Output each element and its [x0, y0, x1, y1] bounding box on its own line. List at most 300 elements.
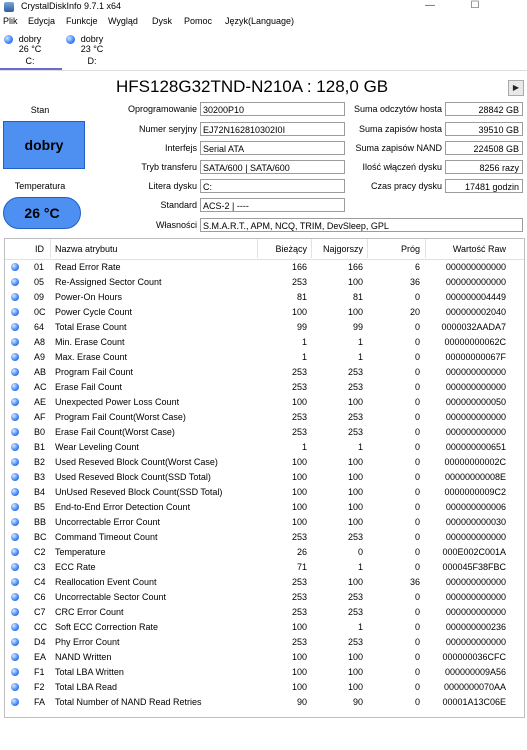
maximize-button[interactable]: ☐ — [470, 0, 480, 11]
cell-id: C4 — [34, 577, 46, 587]
cell-threshold: 0 — [414, 667, 420, 677]
drive-tab-c[interactable] — [4, 32, 56, 68]
cell-name: Program Fail Count(Worst Case) — [55, 412, 186, 422]
transfer-label: Tryb transferu — [141, 162, 197, 172]
cell-worst: 100 — [347, 457, 363, 467]
cell-raw: 000000000000 — [445, 607, 506, 617]
cell-worst: 99 — [352, 322, 363, 332]
cell-threshold: 0 — [414, 442, 420, 452]
drive-selector-bar — [0, 30, 527, 71]
cell-name: NAND Written — [55, 652, 112, 662]
cell-threshold: 0 — [414, 532, 420, 542]
cell-raw: 000000036CFC — [442, 652, 506, 662]
cell-name: Soft ECC Correction Rate — [55, 622, 159, 632]
status-dot-icon — [11, 263, 19, 271]
cell-threshold: 0 — [414, 547, 420, 557]
cell-id: AE — [34, 397, 47, 407]
status-dot-icon — [11, 593, 19, 601]
cell-raw: 00000000008E — [444, 472, 506, 482]
table-row[interactable] — [5, 290, 524, 305]
cell-worst: 0 — [357, 547, 363, 557]
app-icon — [4, 2, 14, 12]
status-dot-icon — [11, 293, 19, 301]
drive-letter: D: — [87, 56, 97, 66]
status-dot-icon — [11, 653, 19, 661]
cell-raw: 000000000000 — [445, 427, 506, 437]
cell-id: A8 — [34, 337, 46, 347]
cell-id: A9 — [34, 352, 46, 362]
cell-worst: 1 — [357, 337, 363, 347]
cell-worst: 100 — [347, 472, 363, 482]
status-dot-icon — [11, 473, 19, 481]
cell-id: B5 — [34, 502, 46, 512]
cell-current: 100 — [291, 667, 307, 677]
column-separator — [425, 239, 426, 258]
header-name[interactable]: Nazwa atrybutu — [55, 244, 118, 254]
status-dot-icon — [11, 698, 19, 706]
cell-threshold: 0 — [414, 457, 420, 467]
cell-threshold: 20 — [409, 307, 420, 317]
cell-threshold: 0 — [414, 322, 420, 332]
cell-name: Program Fail Count — [55, 367, 134, 377]
cell-raw: 00000000002C — [444, 457, 506, 467]
cell-raw: 00000000062C — [444, 337, 506, 347]
cell-worst: 253 — [347, 412, 363, 422]
cell-name: Erase Fail Count — [55, 382, 123, 392]
table-row[interactable] — [5, 575, 524, 590]
cell-id: D4 — [34, 637, 46, 647]
cell-id: 09 — [34, 292, 45, 302]
nand-writes-label: Suma zapisów NAND — [355, 143, 442, 153]
cell-name: Erase Fail Count(Worst Case) — [55, 427, 175, 437]
cell-raw: 000000000000 — [445, 637, 506, 647]
table-row[interactable] — [5, 485, 524, 500]
cell-current: 253 — [291, 637, 307, 647]
cell-current: 253 — [291, 532, 307, 542]
cell-id: BB — [34, 517, 47, 527]
cell-worst: 100 — [347, 682, 363, 692]
cell-threshold: 0 — [414, 682, 420, 692]
table-row[interactable] — [5, 515, 524, 530]
interface-value: Serial ATA — [200, 141, 345, 155]
cell-worst: 100 — [347, 487, 363, 497]
title-bar — [0, 0, 527, 14]
cell-threshold: 36 — [409, 277, 420, 287]
cell-name: CRC Error Count — [55, 607, 124, 617]
column-separator — [50, 239, 51, 258]
status-dot-icon — [11, 518, 19, 526]
table-row[interactable] — [5, 395, 524, 410]
cell-name: Reallocation Event Count — [55, 577, 157, 587]
cell-id: C6 — [34, 592, 46, 602]
status-label: Stan — [30, 105, 50, 115]
power-hours-value: 17481 godzin — [445, 179, 523, 193]
features-label: Własności — [155, 220, 197, 230]
status-dot-icon — [11, 323, 19, 331]
drive-letter: C: — [25, 56, 35, 66]
cell-current: 99 — [296, 322, 307, 332]
cell-raw: 000000000651 — [445, 442, 506, 452]
table-row[interactable] — [5, 455, 524, 470]
status-dot-icon — [11, 503, 19, 511]
cell-threshold: 0 — [414, 697, 420, 707]
smart-attributes-table[interactable] — [4, 238, 525, 718]
cell-name: Power Cycle Count — [55, 307, 133, 317]
standard-value: ACS-2 | ---- — [200, 198, 345, 212]
cell-id: B4 — [34, 487, 46, 497]
cell-threshold: 0 — [414, 637, 420, 647]
table-row[interactable] — [5, 665, 524, 680]
status-dot-icon — [11, 443, 19, 451]
cell-threshold: 0 — [414, 352, 420, 362]
cell-worst: 1 — [357, 442, 363, 452]
table-row[interactable] — [5, 545, 524, 560]
cell-name: End-to-End Error Detection Count — [55, 502, 191, 512]
cell-threshold: 0 — [414, 622, 420, 632]
cell-id: AB — [34, 367, 47, 377]
cell-worst: 81 — [352, 292, 363, 302]
cell-name: Used Reseved Block Count(SSD Total) — [55, 472, 211, 482]
table-row[interactable] — [5, 410, 524, 425]
table-row[interactable] — [5, 425, 524, 440]
cell-raw: 000000009A56 — [444, 667, 506, 677]
cell-id: C7 — [34, 607, 46, 617]
cell-name: ECC Rate — [55, 562, 96, 572]
column-separator — [257, 239, 258, 258]
cell-id: B3 — [34, 472, 46, 482]
status-dot-icon — [11, 548, 19, 556]
cell-raw: 000000000000 — [445, 367, 506, 377]
temperature-label: Temperatura — [14, 181, 66, 191]
cell-current: 90 — [296, 697, 307, 707]
cell-threshold: 0 — [414, 592, 420, 602]
status-dot-icon — [11, 338, 19, 346]
cell-worst: 100 — [347, 307, 363, 317]
status-dot-icon — [11, 278, 19, 286]
menu-language[interactable]: Język(Language) — [225, 16, 295, 26]
cell-threshold: 0 — [414, 397, 420, 407]
transfer-value: SATA/600 | SATA/600 — [200, 160, 345, 174]
power-hours-label: Czas pracy dysku — [370, 181, 442, 191]
table-row[interactable] — [5, 650, 524, 665]
menu-funkcje[interactable]: Funkcje — [66, 16, 98, 26]
cell-current: 100 — [291, 622, 307, 632]
letter-label: Litera dysku — [148, 181, 197, 191]
table-row[interactable] — [5, 305, 524, 320]
menu-plik[interactable]: Plik — [3, 16, 18, 26]
status-dot-icon — [11, 308, 19, 316]
cell-worst: 1 — [357, 352, 363, 362]
selected-drive-underline — [0, 68, 62, 70]
cell-threshold: 6 — [414, 262, 420, 272]
cell-current: 71 — [296, 562, 307, 572]
cell-current: 81 — [296, 292, 307, 302]
cell-current: 253 — [291, 577, 307, 587]
cell-current: 1 — [301, 337, 307, 347]
table-row[interactable] — [5, 620, 524, 635]
cell-current: 100 — [291, 682, 307, 692]
cell-raw: 000000004449 — [445, 292, 506, 302]
cell-raw: 000000000050 — [445, 397, 506, 407]
cell-name: Min. Erase Count — [55, 337, 125, 347]
power-count-value: 8256 razy — [445, 160, 523, 174]
cell-name: Unexpected Power Loss Count — [55, 397, 180, 407]
cell-id: B0 — [34, 427, 46, 437]
status-dot-icon — [11, 578, 19, 586]
cell-threshold: 36 — [409, 577, 420, 587]
cell-raw: 000000000000 — [445, 412, 506, 422]
cell-id: AC — [34, 382, 47, 392]
status-dot-icon — [11, 668, 19, 676]
features-value: S.M.A.R.T., APM, NCQ, TRIM, DevSleep, GPL — [200, 218, 523, 232]
header-raw[interactable]: Wartość Raw — [452, 244, 506, 254]
firmware-value: 30200P10 — [200, 102, 345, 116]
drive-temp: 26 °C — [18, 44, 42, 54]
cell-id: 05 — [34, 277, 45, 287]
cell-current: 253 — [291, 427, 307, 437]
table-header — [5, 239, 524, 260]
status-dot-icon — [11, 428, 19, 436]
cell-threshold: 0 — [414, 292, 420, 302]
status-dot-icon — [11, 638, 19, 646]
table-row[interactable] — [5, 275, 524, 290]
cell-threshold: 0 — [414, 517, 420, 527]
menu-dysk[interactable]: Dysk — [152, 16, 172, 26]
cell-threshold: 0 — [414, 427, 420, 437]
cell-current: 26 — [296, 547, 307, 557]
cell-current: 100 — [291, 472, 307, 482]
status-strip — [0, 718, 527, 750]
cell-threshold: 0 — [414, 367, 420, 377]
status-dot-icon — [11, 353, 19, 361]
cell-threshold: 0 — [414, 502, 420, 512]
status-dot-icon — [11, 623, 19, 631]
cell-threshold: 0 — [414, 382, 420, 392]
cell-raw: 0000000009C2 — [444, 487, 506, 497]
cell-current: 100 — [291, 502, 307, 512]
host-writes-value: 39510 GB — [445, 122, 523, 136]
cell-worst: 166 — [347, 262, 363, 272]
cell-name: UnUsed Reseved Block Count(SSD Total) — [55, 487, 223, 497]
cell-raw: 000000002040 — [445, 307, 506, 317]
table-row[interactable] — [5, 470, 524, 485]
cell-current: 1 — [301, 352, 307, 362]
cell-current: 100 — [291, 397, 307, 407]
cell-id: AF — [34, 412, 46, 422]
cell-threshold: 0 — [414, 607, 420, 617]
cell-raw: 000000000000 — [445, 277, 506, 287]
cell-threshold: 0 — [414, 562, 420, 572]
next-disk-button[interactable]: ▶ — [508, 80, 524, 96]
health-status-badge[interactable]: dobry — [3, 121, 85, 169]
cell-raw: 000000000000 — [445, 577, 506, 587]
status-dot-icon — [11, 533, 19, 541]
cell-threshold: 0 — [414, 652, 420, 662]
cell-name: Total Erase Count — [55, 322, 127, 332]
serial-value: EJ72N162810302I0I — [200, 122, 345, 136]
status-dot-icon — [11, 398, 19, 406]
cell-worst: 1 — [357, 622, 363, 632]
cell-id: B2 — [34, 457, 46, 467]
column-separator — [311, 239, 312, 258]
host-writes-label: Suma zapisów hosta — [358, 124, 442, 134]
table-row[interactable] — [5, 320, 524, 335]
menu-edycja[interactable]: Edycja — [28, 16, 56, 26]
cell-name: Power-On Hours — [55, 292, 123, 302]
column-separator — [367, 239, 368, 258]
cell-id: B1 — [34, 442, 46, 452]
cell-current: 100 — [291, 307, 307, 317]
cell-name: Temperature — [55, 547, 106, 557]
cell-worst: 100 — [347, 667, 363, 677]
cell-name: Max. Erase Count — [55, 352, 128, 362]
table-row[interactable] — [5, 680, 524, 695]
nand-writes-value: 224508 GB — [445, 141, 523, 155]
cell-current: 253 — [291, 277, 307, 287]
table-row[interactable] — [5, 335, 524, 350]
cell-name: Wear Leveling Count — [55, 442, 139, 452]
status-dot-icon — [11, 608, 19, 616]
cell-current: 253 — [291, 607, 307, 617]
header-threshold[interactable]: Próg — [400, 244, 420, 254]
cell-worst: 100 — [347, 397, 363, 407]
cell-id: 64 — [34, 322, 45, 332]
cell-raw: 0000000070AA — [443, 682, 506, 692]
cell-worst: 253 — [347, 532, 363, 542]
drive-status: dobry — [18, 34, 42, 44]
status-dot-icon — [11, 488, 19, 496]
table-row[interactable] — [5, 695, 524, 710]
table-row[interactable] — [5, 590, 524, 605]
cell-threshold: 0 — [414, 337, 420, 347]
cell-worst: 1 — [357, 562, 363, 572]
disk-model-title: HFS128G32TND-N210A : 128,0 GB — [116, 77, 389, 96]
status-dot-icon — [11, 458, 19, 466]
cell-worst: 100 — [347, 517, 363, 527]
cell-raw: 0000032AADA7 — [441, 322, 506, 332]
cell-current: 253 — [291, 412, 307, 422]
cell-raw: 000E002C001A — [442, 547, 506, 557]
drive-tab-d[interactable] — [66, 32, 118, 68]
cell-raw: 000000000030 — [445, 517, 506, 527]
standard-label: Standard — [160, 200, 197, 210]
table-row[interactable] — [5, 350, 524, 365]
header-current[interactable]: Bieżący — [275, 244, 307, 254]
table-row[interactable] — [5, 365, 524, 380]
cell-id: FA — [34, 697, 46, 707]
table-row[interactable] — [5, 380, 524, 395]
header-id[interactable]: ID — [35, 244, 44, 254]
temperature-badge[interactable]: 26 °C — [3, 197, 81, 229]
cell-worst: 253 — [347, 427, 363, 437]
window-title: CrystalDiskInfo 9.7.1 x64 — [21, 1, 122, 11]
cell-raw: 000000000236 — [445, 622, 506, 632]
cell-name: Re-Assigned Sector Count — [55, 277, 162, 287]
status-dot-icon — [11, 563, 19, 571]
cell-threshold: 0 — [414, 472, 420, 482]
cell-id: CC — [34, 622, 47, 632]
cell-worst: 90 — [352, 697, 363, 707]
status-dot-icon — [11, 368, 19, 376]
firmware-label: Oprogramowanie — [127, 104, 197, 114]
table-row[interactable] — [5, 605, 524, 620]
table-row[interactable] — [5, 560, 524, 575]
menu-pomoc[interactable]: Pomoc — [184, 16, 213, 26]
cell-current: 100 — [291, 652, 307, 662]
status-dot-icon — [11, 383, 19, 391]
cell-worst: 100 — [347, 277, 363, 287]
cell-raw: 000000000000 — [445, 592, 506, 602]
cell-worst: 253 — [347, 367, 363, 377]
minimize-button[interactable]: — — [425, 0, 435, 11]
header-worst[interactable]: Najgorszy — [322, 244, 363, 254]
cell-id: EA — [34, 652, 47, 662]
cell-raw: 000000000000 — [445, 532, 506, 542]
menu-wyglad[interactable]: Wygląd — [108, 16, 138, 26]
cell-name: Total LBA Written — [55, 667, 124, 677]
cell-worst: 253 — [347, 592, 363, 602]
cell-worst: 253 — [347, 382, 363, 392]
status-dot-icon — [11, 683, 19, 691]
cell-id: BC — [34, 532, 47, 542]
table-row[interactable] — [5, 635, 524, 650]
cell-name: Uncorrectable Sector Count — [55, 592, 167, 602]
cell-name: Phy Error Count — [55, 637, 120, 647]
table-row[interactable] — [5, 530, 524, 545]
drive-temp: 23 °C — [80, 44, 104, 54]
cell-id: 01 — [34, 262, 45, 272]
cell-id: C3 — [34, 562, 46, 572]
cell-worst: 100 — [347, 502, 363, 512]
cell-id: F1 — [34, 667, 45, 677]
cell-name: Total Number of NAND Read Retries — [55, 697, 202, 707]
host-reads-value: 28842 GB — [445, 102, 523, 116]
cell-worst: 100 — [347, 577, 363, 587]
cell-current: 253 — [291, 382, 307, 392]
cell-threshold: 0 — [414, 412, 420, 422]
cell-current: 1 — [301, 442, 307, 452]
drive-status: dobry — [80, 34, 104, 44]
interface-label: Interfejs — [164, 143, 197, 153]
status-dot-icon — [11, 413, 19, 421]
cell-current: 253 — [291, 367, 307, 377]
cell-current: 100 — [291, 487, 307, 497]
table-row[interactable] — [5, 260, 524, 275]
cell-raw: 000000000006 — [445, 502, 506, 512]
cell-current: 100 — [291, 457, 307, 467]
menu-bar — [0, 15, 527, 29]
host-reads-label: Suma odczytów hosta — [353, 104, 442, 114]
cell-raw: 000000000000 — [445, 262, 506, 272]
table-row[interactable] — [5, 440, 524, 455]
cell-name: Uncorrectable Error Count — [55, 517, 161, 527]
cell-name: Read Error Rate — [55, 262, 121, 272]
cell-threshold: 0 — [414, 487, 420, 497]
cell-id: C2 — [34, 547, 46, 557]
serial-label: Numer seryjny — [138, 124, 197, 134]
cell-name: Total LBA Read — [55, 682, 118, 692]
letter-value: C: — [200, 179, 345, 193]
table-row[interactable] — [5, 500, 524, 515]
cell-name: Command Timeout Count — [55, 532, 158, 542]
cell-current: 100 — [291, 517, 307, 527]
cell-raw: 00000000067F — [445, 352, 506, 362]
cell-worst: 253 — [347, 607, 363, 617]
cell-current: 253 — [291, 592, 307, 602]
cell-raw: 000000000000 — [445, 382, 506, 392]
cell-name: Used Reseved Block Count(Worst Case) — [55, 457, 218, 467]
cell-id: 0C — [34, 307, 46, 317]
